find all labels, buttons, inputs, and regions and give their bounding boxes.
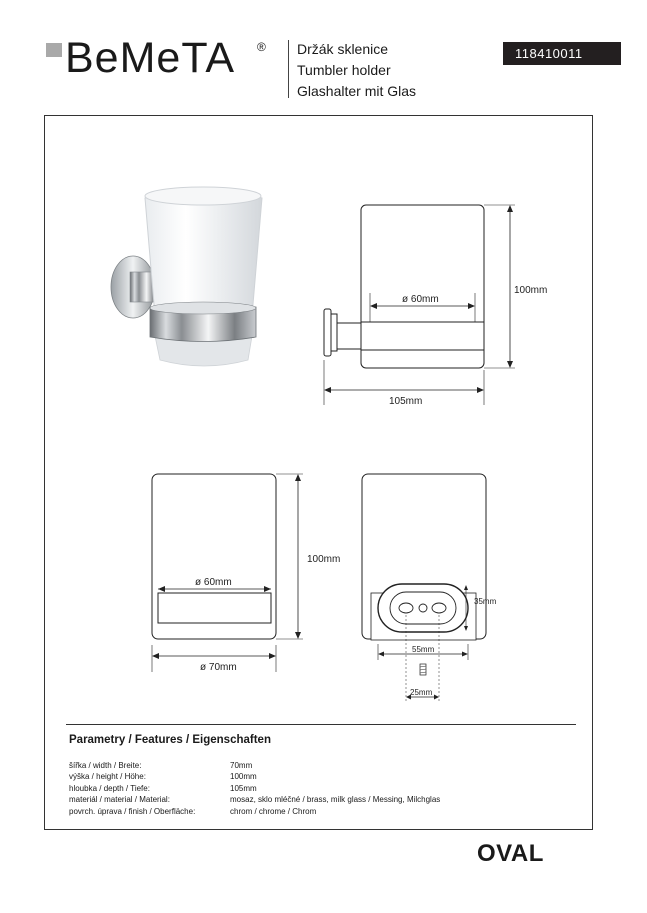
series-name: OVAL (477, 840, 544, 867)
side-arm (337, 323, 361, 349)
side-diameter-label: ø 60mm (402, 294, 439, 305)
front-height-label: 100mm (307, 554, 341, 565)
param-label: materiál / material / Material: (69, 795, 170, 805)
front-ring (158, 593, 271, 623)
param-label: povrch. úprava / finish / Oberfläche: (69, 806, 196, 816)
param-label: výška / height / Höhe: (69, 772, 146, 782)
side-wall-plate (324, 309, 331, 356)
title-en: Tumbler holder (297, 62, 391, 78)
param-value: chrom / chrome / Chrom (230, 806, 317, 816)
product-code: 118410011 (503, 42, 621, 65)
side-view-drawing (324, 205, 515, 405)
back-view-drawing (362, 474, 486, 702)
front-diameter-label: ø 60mm (195, 577, 232, 588)
title-de: Glashalter mit Glas (297, 83, 417, 99)
screw-spacing-label: 25mm (410, 688, 433, 697)
param-label: šířka / width / Breite: (69, 761, 142, 770)
mount-width-label: 55mm (412, 645, 435, 654)
param-value: 105mm (230, 783, 257, 793)
product-photo (111, 187, 262, 366)
mount-height-label: 35mm (474, 597, 497, 606)
registered-mark: ® (257, 40, 266, 54)
front-view-drawing (152, 474, 303, 672)
side-glass-outline (361, 205, 484, 368)
params-title: Parametry / Features / Eigenschaften (69, 734, 271, 746)
param-value: 70mm (230, 761, 253, 770)
param-value: mosaz, sklo mléčné / brass, milk glass / Messing, Milchglas (230, 795, 441, 805)
brand-logo: BeMeTA (65, 34, 236, 82)
param-label: hloubka / depth / Tiefe: (69, 783, 150, 793)
param-value: 100mm (230, 772, 257, 782)
side-ring (361, 322, 484, 350)
side-height-label: 100mm (514, 285, 548, 296)
front-width-label: ø 70mm (200, 662, 237, 673)
side-depth-label: 105mm (389, 396, 423, 407)
side-flange (331, 314, 337, 351)
title-cz: Držák sklenice (297, 41, 389, 57)
params-divider (66, 724, 576, 725)
